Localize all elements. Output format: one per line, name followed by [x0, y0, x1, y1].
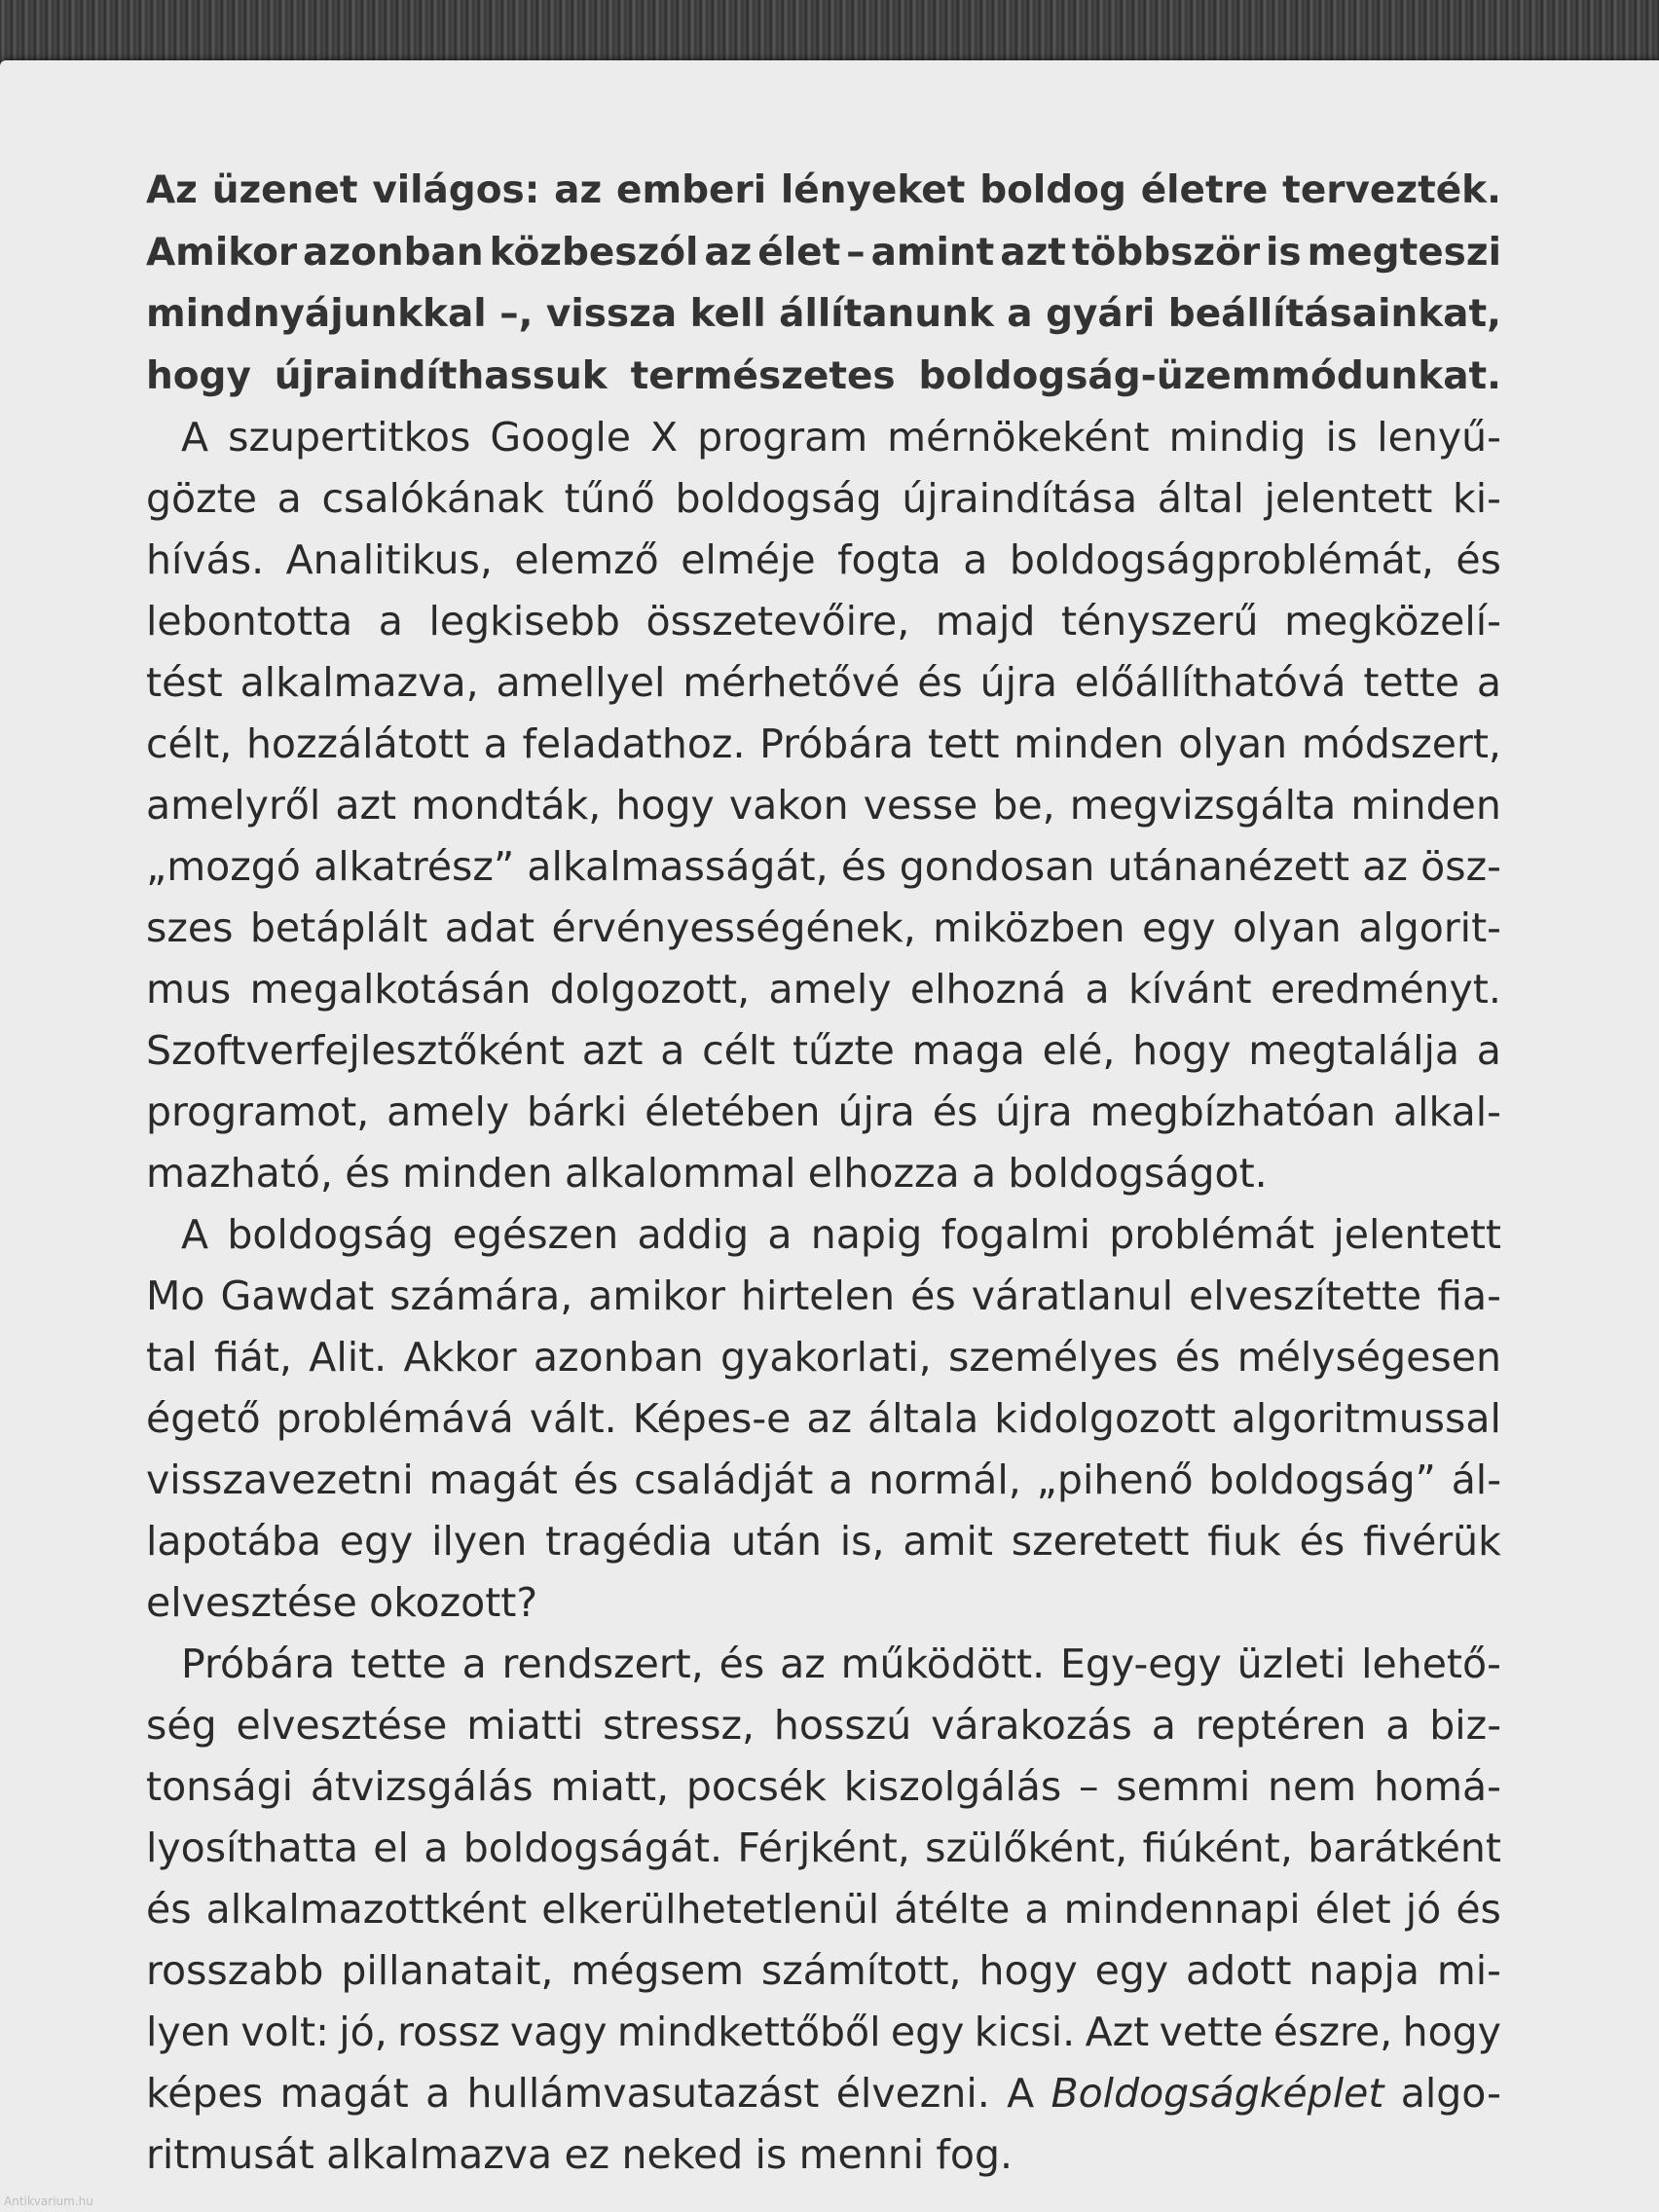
- text-line: ritmusát alkalmazva ez neked is menni fog.: [146, 2131, 1013, 2178]
- background-strip: [0, 0, 1659, 62]
- text-line: lebontotta a legkisebb összetevőire, majd tényszerű megközelí-: [146, 598, 1501, 645]
- text-line: Próbára tette a rendszert, és az működött. Egy-egy üzleti lehető-: [181, 1641, 1501, 1687]
- text-line: amelyről azt mondták, hogy vakon vesse be, megvizsgálta minden: [146, 782, 1501, 829]
- text-line: Amikor azonban közbeszól az élet – amint azt többször is megteszi: [146, 230, 1501, 275]
- text-line: mindnyájunkkal –, vissza kell állítanunk a gyári beállításainkat,: [146, 292, 1501, 336]
- paragraph: [146, 1634, 1501, 2186]
- body-text: [146, 160, 1501, 2186]
- text-line: célt, hozzálátott a feladathoz. Próbára tett minden olyan módszert,: [146, 720, 1501, 767]
- text-line: gözte a csalókának tűnő boldogság újraindítása által jelentett ki-: [146, 475, 1501, 522]
- text-line: ség elvesztése miatti stressz, hosszú várakozás a reptéren a biz-: [146, 1702, 1501, 1749]
- text-line: tést alkalmazva, amellyel mérhetővé és újra előállíthatóvá tette a: [146, 659, 1501, 706]
- text-line: lapotába egy ilyen tragédia után is, amit szeretett fiuk és fivérük: [146, 1518, 1501, 1565]
- text-line: és alkalmazottként elkerülhetetlenül átélte a mindennapi élet jó és: [146, 1886, 1501, 1933]
- text-line: Az üzenet világos: az emberi lényeket boldog életre tervezték.: [146, 168, 1501, 212]
- text-line: visszavezetni magát és családját a normál, „pihenő boldogság” ál-: [146, 1456, 1501, 1503]
- text-line: elvesztése okozott?: [146, 1579, 538, 1626]
- watermark: Antikvarium.hu: [4, 2194, 93, 2208]
- text-line: Szoftverfejlesztőként azt a célt tűzte maga elé, hogy megtalálja a: [146, 1027, 1501, 1074]
- text-line: képes magát a hullámvasutazást élvezni. A Boldogságképlet algo-: [146, 2070, 1501, 2117]
- text-line: A szupertitkos Google X program mérnökeként mindig is lenyű-: [181, 414, 1501, 461]
- text-line: „mozgó alkatrész” alkalmasságát, és gondosan utánanézett az ösz-: [146, 843, 1501, 890]
- text-line: lyen volt: jó, rossz vagy mindkettőből egy kicsi. Azt vette észre, hogy: [146, 2009, 1501, 2055]
- paragraph: [146, 407, 1501, 1204]
- text-line: lyosíthatta el a boldogságát. Férjként, szülőként, fiúként, barátként: [146, 1825, 1501, 1871]
- text-line: mazható, és minden alkalommal elhozza a boldogságot.: [146, 1150, 1268, 1197]
- text-line: A boldogság egészen addig a napig fogalmi problémát jelentett: [181, 1211, 1501, 1258]
- text-line: mus megalkotásán dolgozott, amely elhozná a kívánt eredményt.: [146, 966, 1501, 1013]
- text-line: égető problémává vált. Képes-e az általa kidolgozott algoritmussal: [146, 1395, 1501, 1442]
- text-line: hogy újraindíthassuk természetes boldogság-üzemmódunkat.: [146, 353, 1501, 398]
- text-line: hívás. Analitikus, elemző elméje fogta a boldogságproblémát, és: [146, 536, 1501, 583]
- paragraph: [146, 1204, 1501, 1634]
- text-line: szes betáplált adat érvényességének, miközben egy olyan algorit-: [146, 904, 1501, 951]
- book-page: [0, 60, 1659, 2212]
- text-line: Mo Gawdat számára, amikor hirtelen és váratlanul elveszítette fia-: [146, 1272, 1501, 1319]
- text-line: programot, amely bárki életében újra és újra megbízhatóan alkal-: [146, 1088, 1501, 1135]
- text-line: tonsági átvizsgálás miatt, pocsék kiszolgálás – semmi nem homá-: [146, 1763, 1501, 1810]
- text-line: rosszabb pillanatait, mégsem számított, hogy egy adott napja mi-: [146, 1947, 1501, 1994]
- text-line: tal fiát, Alit. Akkor azonban gyakorlati, személyes és mélységesen: [146, 1334, 1501, 1381]
- paragraph: [146, 160, 1501, 407]
